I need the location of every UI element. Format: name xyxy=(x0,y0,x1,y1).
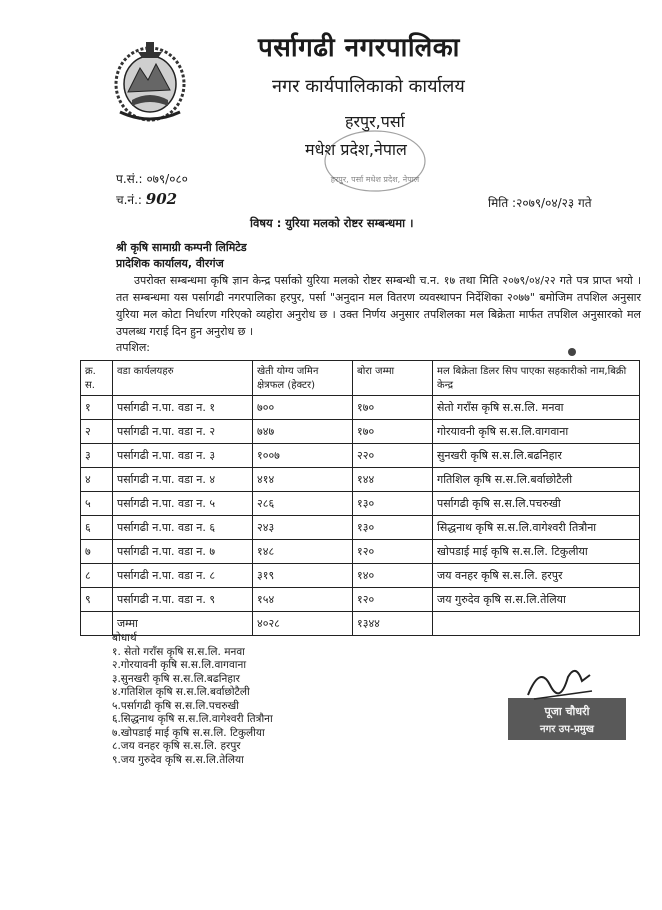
cc-item: ६.सिद्धनाथ कृषि स.स.लि.वागेश्वरी तित्रौना xyxy=(112,713,273,725)
cell-serial xyxy=(81,612,113,636)
cell-bora: १७० xyxy=(353,420,433,444)
patra-sankhya: प.सं.: ०७९/०८० xyxy=(116,172,188,186)
letterhead-title: पर्सागढी नगरपालिका xyxy=(258,33,460,63)
cell-dealer: जय वनहर कृषि स.स.लि. हरपुर xyxy=(433,564,640,588)
svg-text:हरपुर, पर्सा मधेश प्रदेश, नेपा: हरपुर, पर्सा मधेश प्रदेश, नेपाल xyxy=(330,175,420,184)
cell-area: १४८ xyxy=(253,540,353,564)
cell-area: ७४७ xyxy=(253,420,353,444)
cell-serial: ६ xyxy=(81,516,113,540)
cc-item: ४.गतिशिल कृषि स.स.लि.बर्वाछोटैली xyxy=(112,686,250,698)
cell-serial: २ xyxy=(81,420,113,444)
cell-serial: ८ xyxy=(81,564,113,588)
cell-serial: ५ xyxy=(81,492,113,516)
cell-serial: ९ xyxy=(81,588,113,612)
cc-list xyxy=(112,632,273,767)
header-area: खेती योग्य जमिन क्षेत्रफल (हेक्टर) xyxy=(253,361,353,396)
cell-bora: १३० xyxy=(353,516,433,540)
cell-dealer: खोपडाई माई कृषि स.स.लि. टिकुलीया xyxy=(433,540,640,564)
table-row xyxy=(81,468,640,492)
subject-line: विषय : युरिया मलको रोष्टर सम्बन्धमा । xyxy=(250,216,414,230)
cell-dealer: जय गुरुदेव कृषि स.स.लि.तेलिया xyxy=(433,588,640,612)
cell-area: ३१९ xyxy=(253,564,353,588)
svg-text:पूजा चौधरी: पूजा चौधरी xyxy=(544,705,590,718)
cell-dealer: सेतो गराँस कृषि स.स.लि. मनवा xyxy=(433,396,640,420)
cell-bora: १२० xyxy=(353,588,433,612)
cell-area: २८६ xyxy=(253,492,353,516)
cell-bora: १३० xyxy=(353,492,433,516)
tapsil-label: तपशिल: xyxy=(116,341,151,354)
table-row xyxy=(81,420,640,444)
table-row xyxy=(81,492,640,516)
letterhead-office: नगर कार्यपालिकाको कार्यालय xyxy=(272,76,465,97)
cc-title: बोधार्थ xyxy=(112,632,137,644)
letterhead-province: मधेश प्रदेश,नेपाल xyxy=(305,140,407,159)
table-row xyxy=(81,516,640,540)
cell-area: ७०० xyxy=(253,396,353,420)
signature-stamp xyxy=(508,698,626,740)
body-paragraph: उपरोक्त सम्बन्धमा कृषि ज्ञान केन्द्र पर्साको युरिया मलको रोष्टर सम्बन्धी च.न. १७ तथा मिति २०७९/०४/२२ गते पत्र प्राप्त भयो । तत सम्बन्धमा यस पर्सागढी नगरपालिका हरपुर, पर्सा "अनुदान मल वितरण व्यवस्थापन निर्देशिका २०७७" बमोजिम तपशिल अनुसार युरिया मल कोटा निर्धारण गरिएको व्यहोरा अनुरोध छ । उक्त निर्णय अनुसार तपशिलका मल बिक्रेता मार्फत तपशिल अनुसारको मल उपलब्ध गराई दिन हुन अनुरोध छ । xyxy=(116,274,641,338)
svg-text:नगर उप-प्रमुख: नगर उप-प्रमुख xyxy=(540,724,594,735)
cell-bora: १२० xyxy=(353,540,433,564)
cc-item: ७.खोपडाई माई कृषि स.स.लि. टिकुलीया xyxy=(112,726,265,739)
table-row xyxy=(81,396,640,420)
cell-ward: पर्सागढी न.पा. वडा न. ९ xyxy=(113,588,253,612)
cell-bora: १४० xyxy=(353,564,433,588)
header-ward: वडा कार्यलयहरु xyxy=(113,361,253,396)
cell-ward: पर्सागढी न.पा. वडा न. ६ xyxy=(113,516,253,540)
addressee-line2: प्रादेशिक कार्यालय, वीरगंज xyxy=(116,257,224,270)
cell-ward: पर्सागढी न.पा. वडा न. ४ xyxy=(113,468,253,492)
letterhead-place: हरपुर,पर्सा xyxy=(345,112,405,131)
cell-area: ४१४ xyxy=(253,468,353,492)
nepal-emblem-icon xyxy=(110,38,190,124)
cc-item: ८.जय वनहर कृषि स.स.लि. हरपुर xyxy=(112,740,241,752)
cell-area: १००७ xyxy=(253,444,353,468)
cell-ward: पर्सागढी न.पा. वडा न. १ xyxy=(113,396,253,420)
cell-ward: पर्सागढी न.पा. वडा न. २ xyxy=(113,420,253,444)
chalani-number: च.नं.: 902 xyxy=(116,190,178,208)
cell-dealer: सुनखरी कृषि स.स.लि.बढनिहार xyxy=(433,444,640,468)
cell-area: १५४ xyxy=(253,588,353,612)
cell-serial: ७ xyxy=(81,540,113,564)
cell-ward: पर्सागढी न.पा. वडा न. ७ xyxy=(113,540,253,564)
cell-serial: १ xyxy=(81,396,113,420)
table-row xyxy=(81,444,640,468)
cell-ward: पर्सागढी न.पा. वडा न. ५ xyxy=(113,492,253,516)
cell-ward: पर्सागढी न.पा. वडा न. ३ xyxy=(113,444,253,468)
cc-item: ५.पर्सागढी कृषि स.स.लि.पचरुखी xyxy=(112,699,239,712)
table-row xyxy=(81,588,640,612)
cc-item: १. सेतो गराँस कृषि स.स.लि. मनवा xyxy=(112,645,245,658)
total-area: ४०२८ xyxy=(253,612,353,636)
header-serial: क्र. स. xyxy=(81,361,113,396)
cell-dealer: सिद्धनाथ कृषि स.स.लि.वागेश्वरी तित्रौना xyxy=(433,516,640,540)
office-stamp xyxy=(320,126,430,196)
cell-dealer: गोरयावनी कृषि स.स.लि.वागवाना xyxy=(433,420,640,444)
cell-serial: ३ xyxy=(81,444,113,468)
ink-dot xyxy=(568,348,576,356)
cell-ward: पर्सागढी न.पा. वडा न. ८ xyxy=(113,564,253,588)
cc-item: २.गोरयावनी कृषि स.स.लि.वागवाना xyxy=(112,659,247,671)
cell-dealer: पर्सागढी कृषि स.स.लि.पचरुखी xyxy=(433,492,640,516)
roster-table xyxy=(80,360,640,636)
letter-date: मिति :२०७९/०४/२३ गते xyxy=(488,196,592,210)
header-bora: बोरा जम्मा xyxy=(353,361,433,396)
cell-dealer xyxy=(433,612,640,636)
addressee-line1: श्री कृषि सामाग्री कम्पनी लिमिटेड xyxy=(116,241,247,254)
cell-bora: २२० xyxy=(353,444,433,468)
cell-bora: १४४ xyxy=(353,468,433,492)
cc-item: ९.जय गुरुदेव कृषि स.स.लि.तेलिया xyxy=(112,753,244,766)
table-row xyxy=(81,540,640,564)
cell-dealer: गतिशिल कृषि स.स.लि.बर्वाछोटैली xyxy=(433,468,640,492)
total-label: जम्मा xyxy=(113,612,253,636)
table-row xyxy=(81,564,640,588)
cc-item: ३.सुनखरी कृषि स.स.लि.बढनिहार xyxy=(112,672,240,685)
cell-bora: १७० xyxy=(353,396,433,420)
cell-serial: ४ xyxy=(81,468,113,492)
cell-area: २४३ xyxy=(253,516,353,540)
total-bora: १३४४ xyxy=(353,612,433,636)
header-dealer: मल बिक्रेता डिलर सिप पाएका सहकारीको नाम,बिक्री केन्द्र xyxy=(433,361,640,396)
table-header-row xyxy=(81,361,640,396)
